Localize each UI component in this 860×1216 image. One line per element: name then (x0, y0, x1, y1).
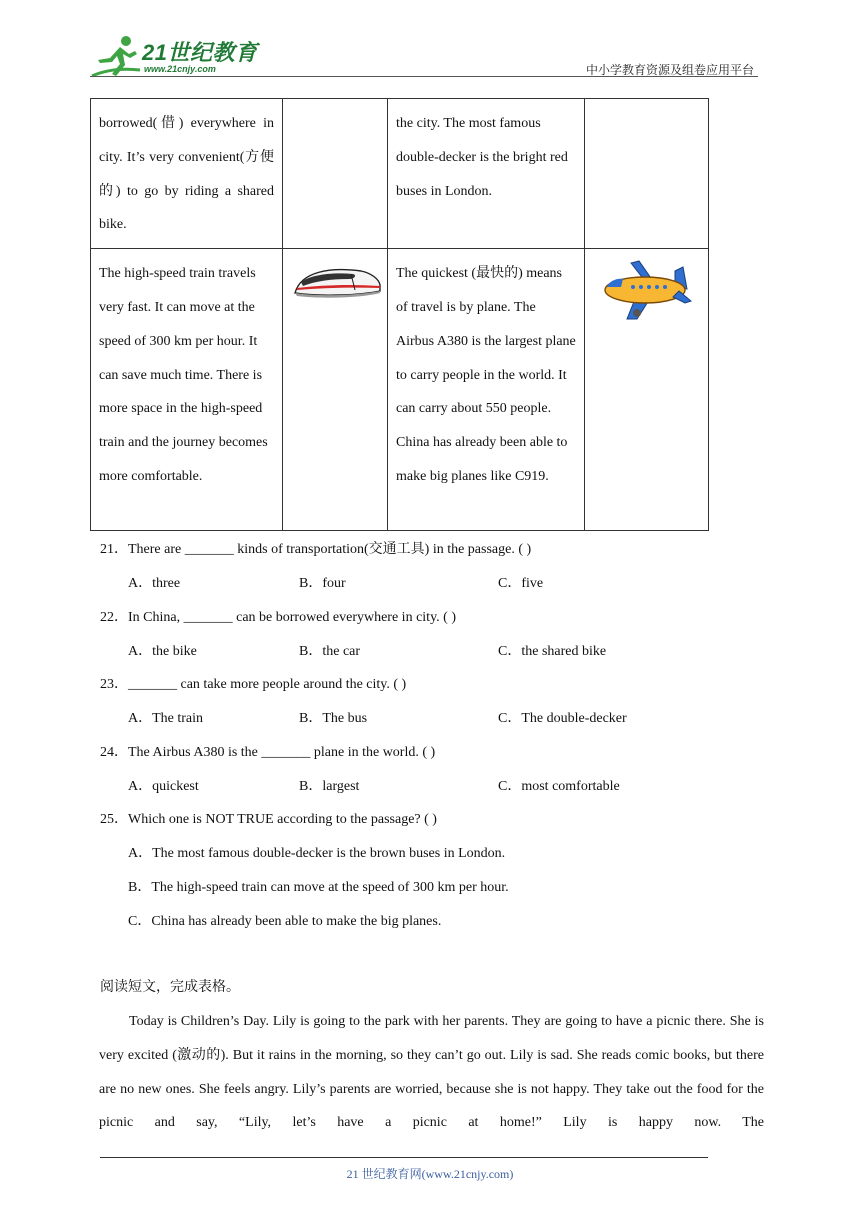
option-25-c: C．China has already been able to make the big planes. (128, 914, 442, 929)
table-cell-airplane-image (585, 249, 709, 531)
table-cell-train-image (283, 249, 388, 531)
passage-text: Today is Children’s Day. Lily is going to the park with her parents. They are going to have a picnic there. She is very excited (激动的). But it rains in the morning, so they can’t go out. Lily is sad. She reads comic books, but there are no new ones. She feels angry. Lily’s parents are worried, because she is not happy. They take out the food for the picnic and say, “Lily, let’s have a picnic at home!” Lily is happy now. The (99, 1014, 764, 1131)
option-24-b: B．largest (299, 779, 360, 794)
table-row (91, 249, 709, 531)
logo-text: 21世纪教育 (142, 40, 258, 65)
high-speed-train-icon (291, 257, 383, 303)
table-cell-shared-bike-text: borrowed(借) everywhere in city. It’s very convenient(方便的) to go by riding a shared bike. (91, 99, 283, 249)
table-cell-double-decker-text: the city. The most famous double-decker is the bright red buses in London. (388, 99, 585, 249)
option-22-b: B．the car (299, 644, 361, 659)
page-header (90, 30, 758, 80)
site-logo (90, 34, 270, 80)
table-cell-empty (585, 99, 709, 249)
table-cell-high-speed-train-text: The high-speed train travels very fast. It can move at the speed of 300 km per hour. It can save much time. There is more space in the high-speed train and the journey becomes more comfortable. (91, 249, 283, 531)
option-22-a: A．the bike (128, 644, 197, 659)
logo-url: www.21cnjy.com (144, 64, 216, 74)
question-23: 23．_______ can take more people around the city. ( ) (100, 677, 407, 692)
option-21-a: A．three (128, 576, 181, 591)
option-24-c: C．most comfortable (498, 779, 620, 794)
option-23-b: B．The bus (299, 711, 368, 726)
page-footer: 21 世纪教育网(www.21cnjy.com) (346, 1167, 514, 1181)
table-cell-empty (283, 99, 388, 249)
reading-table (90, 98, 709, 531)
option-21-b: B．four (299, 576, 346, 591)
reading-passage (99, 1005, 764, 1140)
question-21: 21．There are _______ kinds of transportation(交通工具) in the passage. ( ) (100, 542, 532, 557)
footer-divider (100, 1157, 708, 1158)
option-25-a: A．The most famous double-decker is the brown buses in London. (128, 846, 506, 861)
section-instruction: 阅读短文，完成表格。 (100, 980, 240, 995)
option-21-c: C．five (498, 576, 544, 591)
question-22: 22．In China, _______ can be borrowed everywhere in city. ( ) (100, 610, 456, 625)
airplane-icon (601, 257, 693, 323)
option-22-c: C．the shared bike (498, 644, 607, 659)
runner-logo-icon (90, 34, 146, 80)
option-23-c: C．The double-decker (498, 711, 627, 726)
platform-name: 中小学教育资源及组卷应用平台 (585, 63, 754, 77)
option-25-b: B．The high-speed train can move at the speed of 300 km per hour. (128, 880, 509, 895)
table-row (91, 99, 709, 249)
option-24-a: A．quickest (128, 779, 199, 794)
question-25: 25．Which one is NOT TRUE according to the passage? ( ) (100, 812, 437, 827)
question-24: 24．The Airbus A380 is the _______ plane in the world. ( ) (100, 745, 436, 760)
option-23-a: A．The train (128, 711, 204, 726)
table-cell-airplane-text: The quickest (最快的) means of travel is by plane. The Airbus A380 is the largest plane to carry people in the world. It can carry about 550 people. China has already been able to make big planes like C919. (388, 249, 585, 531)
header-divider (90, 76, 758, 77)
